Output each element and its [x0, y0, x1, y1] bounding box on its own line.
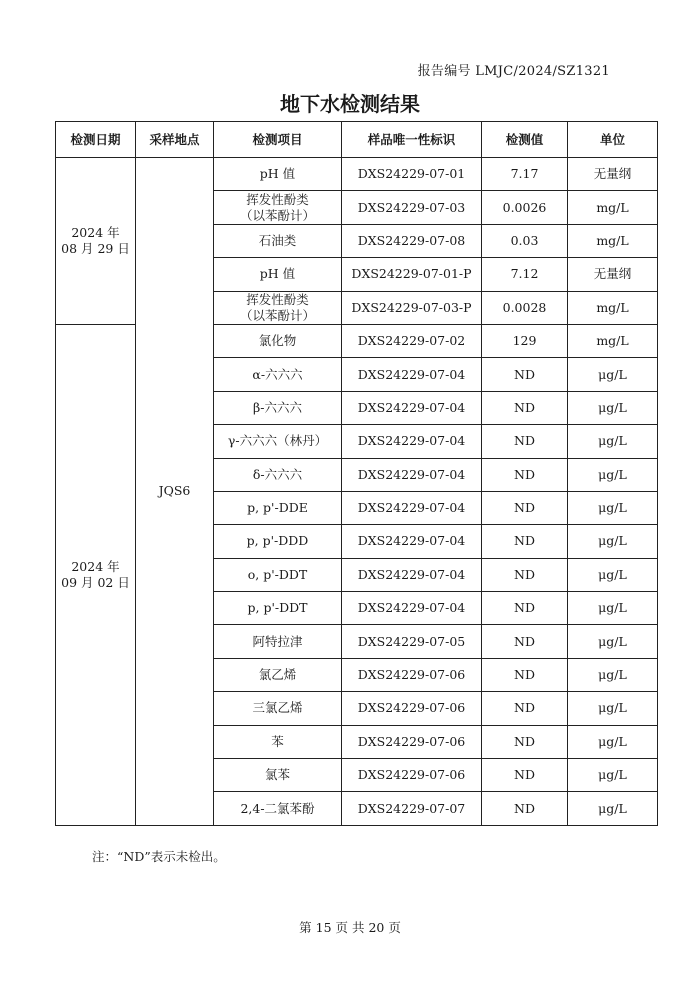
- date-cell: [56, 158, 136, 325]
- date-month-day: 09 月 02 日: [61, 574, 130, 590]
- sample-id-cell: DXS24229-07-04: [342, 391, 482, 424]
- sample-id-cell: DXS24229-07-03: [342, 191, 482, 224]
- item-name: 三氯乙烯: [252, 700, 303, 716]
- item-name: p, p'-DDE: [247, 500, 308, 516]
- sample-id-cell: DXS24229-07-04: [342, 358, 482, 391]
- sample-id-cell: DXS24229-07-04: [342, 458, 482, 491]
- item-name: 苯: [271, 733, 284, 749]
- item-name: 氯乙烯: [258, 667, 297, 683]
- unit-cell: μg/L: [568, 458, 658, 491]
- item-name: 2,4-二氯苯酚: [240, 800, 315, 816]
- item-cell: [214, 391, 342, 424]
- value-cell: ND: [482, 725, 568, 758]
- sample-id-cell: DXS24229-07-03-P: [342, 291, 482, 324]
- sample-id-cell: DXS24229-07-06: [342, 692, 482, 725]
- unit-cell: μg/L: [568, 725, 658, 758]
- item-name: 挥发性酚类: [246, 291, 309, 307]
- item-cell: [214, 358, 342, 391]
- sample-id-cell: DXS24229-07-07: [342, 792, 482, 825]
- value-cell: ND: [482, 658, 568, 691]
- item-cell: [214, 491, 342, 524]
- item-name: δ-六六六: [252, 466, 303, 482]
- sample-id-cell: DXS24229-07-04: [342, 592, 482, 625]
- unit-cell: μg/L: [568, 491, 658, 524]
- sample-id-cell: DXS24229-07-06: [342, 658, 482, 691]
- item-name: p, p'-DDD: [246, 533, 309, 549]
- item-name: 阿特拉津: [252, 633, 303, 649]
- sample-id-cell: DXS24229-07-04: [342, 525, 482, 558]
- column-header-location: 采样地点: [136, 122, 214, 158]
- value-cell: ND: [482, 792, 568, 825]
- item-name-note: （以苯酚计）: [239, 207, 315, 223]
- item-name-note: （以苯酚计）: [239, 307, 315, 323]
- unit-cell: 无量纲: [568, 258, 658, 291]
- item-cell: [214, 692, 342, 725]
- sample-id-cell: DXS24229-07-06: [342, 759, 482, 792]
- value-cell: ND: [482, 592, 568, 625]
- value-cell: ND: [482, 525, 568, 558]
- item-cell: [214, 425, 342, 458]
- item-name: p, p'-DDT: [247, 600, 308, 616]
- value-cell: ND: [482, 625, 568, 658]
- value-cell: 7.12: [482, 258, 568, 291]
- sample-id-cell: DXS24229-07-04: [342, 491, 482, 524]
- unit-cell: μg/L: [568, 525, 658, 558]
- sample-id-cell: DXS24229-07-02: [342, 324, 482, 357]
- item-name: o, p'-DDT: [247, 566, 308, 582]
- value-cell: ND: [482, 759, 568, 792]
- results-table: [55, 121, 658, 826]
- value-cell: ND: [482, 458, 568, 491]
- date-year: 2024 年: [71, 558, 120, 574]
- unit-cell: μg/L: [568, 792, 658, 825]
- sample-id-cell: DXS24229-07-01-P: [342, 258, 482, 291]
- unit-cell: mg/L: [568, 291, 658, 324]
- unit-cell: 无量纲: [568, 158, 658, 191]
- value-cell: ND: [482, 358, 568, 391]
- column-header-unit: 单位: [568, 122, 658, 158]
- value-cell: ND: [482, 692, 568, 725]
- table-row: [56, 158, 658, 191]
- unit-cell: μg/L: [568, 391, 658, 424]
- item-cell: [214, 759, 342, 792]
- item-cell: [214, 558, 342, 591]
- item-name: 氯苯: [264, 767, 290, 783]
- item-cell: [214, 258, 342, 291]
- date-cell: [56, 324, 136, 825]
- date-year: 2024 年: [71, 224, 120, 240]
- item-cell: [214, 458, 342, 491]
- unit-cell: μg/L: [568, 658, 658, 691]
- item-cell: [214, 158, 342, 191]
- table-body: [56, 158, 658, 826]
- value-cell: 129: [482, 324, 568, 357]
- column-header-sample-id: 样品唯一性标识: [342, 122, 482, 158]
- item-name: pH 值: [259, 166, 296, 182]
- item-name: 挥发性酚类: [246, 191, 309, 207]
- unit-cell: μg/L: [568, 425, 658, 458]
- unit-cell: μg/L: [568, 358, 658, 391]
- value-cell: ND: [482, 558, 568, 591]
- item-cell: [214, 625, 342, 658]
- sample-id-cell: DXS24229-07-04: [342, 558, 482, 591]
- item-name: 石油类: [258, 232, 297, 248]
- item-cell: [214, 658, 342, 691]
- value-cell: 0.03: [482, 224, 568, 257]
- value-cell: 7.17: [482, 158, 568, 191]
- page-title: 地下水检测结果: [280, 92, 420, 116]
- item-name: α-六六六: [252, 366, 303, 382]
- item-cell: [214, 324, 342, 357]
- item-name: γ-六六六（林丹）: [227, 433, 328, 449]
- value-cell: ND: [482, 425, 568, 458]
- sample-id-cell: DXS24229-07-01: [342, 158, 482, 191]
- item-cell: [214, 725, 342, 758]
- sample-id-cell: DXS24229-07-06: [342, 725, 482, 758]
- date-month-day: 08 月 29 日: [61, 240, 130, 256]
- item-cell: [214, 592, 342, 625]
- unit-cell: mg/L: [568, 324, 658, 357]
- table-header-row: [56, 122, 658, 158]
- unit-cell: mg/L: [568, 224, 658, 257]
- item-name: pH 值: [259, 266, 296, 282]
- item-cell: [214, 191, 342, 224]
- sample-id-cell: DXS24229-07-04: [342, 425, 482, 458]
- report-number: 报告编号 LMJC/2024/SZ1321: [417, 64, 610, 79]
- unit-cell: μg/L: [568, 692, 658, 725]
- location-cell: JQS6: [136, 158, 214, 826]
- column-header-date: 检测日期: [56, 122, 136, 158]
- item-name: β-六六六: [253, 399, 302, 415]
- item-cell: [214, 792, 342, 825]
- footnote: 注：“ND”表示未检出。: [92, 849, 226, 864]
- unit-cell: μg/L: [568, 759, 658, 792]
- item-cell: [214, 291, 342, 324]
- sample-id-cell: DXS24229-07-05: [342, 625, 482, 658]
- value-cell: 0.0026: [482, 191, 568, 224]
- page-number: 第 15 页 共 20 页: [299, 920, 401, 935]
- column-header-item: 检测项目: [214, 122, 342, 158]
- unit-cell: μg/L: [568, 592, 658, 625]
- sample-id-cell: DXS24229-07-08: [342, 224, 482, 257]
- unit-cell: mg/L: [568, 191, 658, 224]
- unit-cell: μg/L: [568, 558, 658, 591]
- column-header-value: 检测值: [482, 122, 568, 158]
- item-cell: [214, 525, 342, 558]
- unit-cell: μg/L: [568, 625, 658, 658]
- value-cell: 0.0028: [482, 291, 568, 324]
- value-cell: ND: [482, 391, 568, 424]
- item-cell: [214, 224, 342, 257]
- item-name: 氯化物: [258, 333, 297, 349]
- value-cell: ND: [482, 491, 568, 524]
